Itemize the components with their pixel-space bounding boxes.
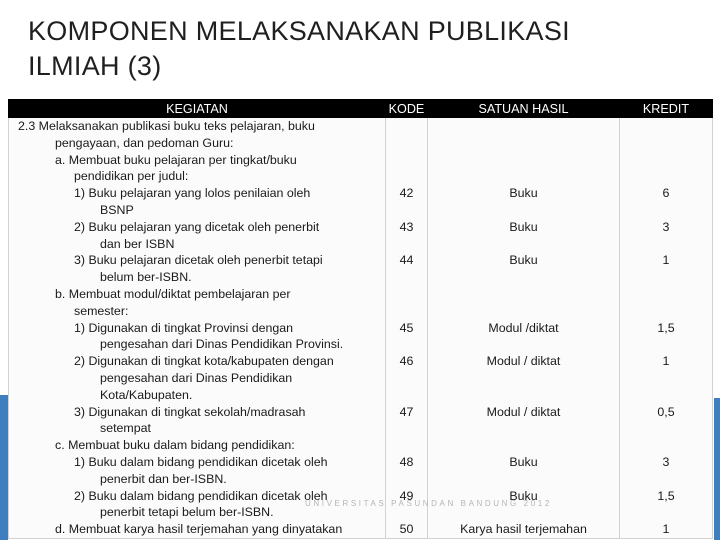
title-line-1: KOMPONEN MELAKSANAKAN PUBLIKASI [28,16,570,46]
kredit-value: 1 [662,522,670,537]
item-line: penerbit dan ber-ISBN. [100,471,227,486]
item-line: 2) Buku pelajaran yang dicetak oleh penerbit [74,219,320,234]
satuan-value: Buku [509,454,538,469]
kredit-value: 1,5 [657,320,675,335]
header-kegiatan: KEGIATAN [9,100,386,118]
kode-value: 49 [399,488,414,503]
item-line: 1) Digunakan di tingkat Provinsi dengan [74,320,294,335]
header-satuan: SATUAN HASIL [428,100,620,118]
subsection-d-line: d. Membuat karya hasil terjemahan yang dinyatakan [55,522,343,537]
item-line: penerbit tetapi belum ber-ISBN. [100,505,274,520]
kode-value: 43 [399,219,414,234]
satuan-value: Buku [509,253,538,268]
subsection-b-line: semester: [74,303,129,318]
left-accent-bar [0,395,8,540]
right-accent-bar [714,398,720,540]
kredit-value: 1 [662,253,670,268]
satuan-value: Karya hasil terjemahan [460,522,587,537]
table-header-row [9,100,713,118]
item-line: 1) Buku pelajaran yang lolos penilaian oleh [74,186,311,201]
credit-table [8,99,713,539]
satuan-value: Buku [509,488,538,503]
item-line: 2) Digunakan di tingkat kota/kabupaten dengan [74,354,334,369]
section-line: 2.3 Melaksanakan publikasi buku teks pelajaran, buku [18,119,315,133]
kode-value: 42 [399,186,414,201]
kredit-cell [620,118,713,539]
kredit-value: 3 [662,219,670,234]
item-line: 3) Buku pelajaran dicetak oleh penerbit tetapi [74,253,323,268]
item-line: 2) Buku dalam bidang pendidikan dicetak oleh [74,488,328,503]
satuan-value: Buku [509,219,538,234]
header-kredit: KREDIT [620,100,713,118]
kode-cell [386,118,428,539]
kegiatan-cell [9,118,386,539]
kredit-value: 0,5 [657,404,675,419]
section-line: pengayaan, dan pedoman Guru: [55,135,234,150]
satuan-value: Modul /diktat [488,320,559,335]
item-line: belum ber-ISBN. [100,270,192,285]
item-line: dan ber ISBN [100,236,175,251]
kredit-value: 1,5 [657,488,675,503]
kode-value: 50 [399,522,414,537]
item-line: Kota/Kabupaten. [100,387,193,402]
footer-text: UNIVERSITAS PASUNDAN BANDUNG 2012 [305,499,552,508]
subsection-a-line: a. Membuat buku pelajaran per tingkat/buku [55,152,297,167]
satuan-value: Modul / diktat [486,404,561,419]
item-line: pengesahan dari Dinas Pendidikan [100,370,293,385]
kredit-value: 6 [662,186,670,201]
title-line-2: ILMIAH (3) [28,51,162,81]
item-line: setempat [100,421,151,436]
slide-title [28,14,708,84]
kode-value: 48 [399,454,414,469]
kode-value: 45 [399,320,414,335]
kredit-value: 1 [662,354,670,369]
subsection-c-line: c. Membuat buku dalam bidang pendidikan: [55,438,295,453]
kredit-value: 3 [662,454,670,469]
item-line: pengesahan dari Dinas Pendidikan Provinsi. [100,337,344,352]
kode-value: 46 [399,354,414,369]
item-line: 3) Digunakan di tingkat sekolah/madrasah [74,404,306,419]
table-row [9,118,713,539]
satuan-value: Buku [509,186,538,201]
subsection-a-line: pendidikan per judul: [74,169,189,184]
kode-value: 47 [399,404,414,419]
header-kode: KODE [386,100,428,118]
item-line: BSNP [100,202,134,217]
satuan-value: Modul / diktat [486,354,561,369]
kode-value: 44 [399,253,414,268]
satuan-cell [428,118,620,539]
subsection-b-line: b. Membuat modul/diktat pembelajaran per [55,286,291,301]
item-line: 1) Buku dalam bidang pendidikan dicetak oleh [74,454,328,469]
